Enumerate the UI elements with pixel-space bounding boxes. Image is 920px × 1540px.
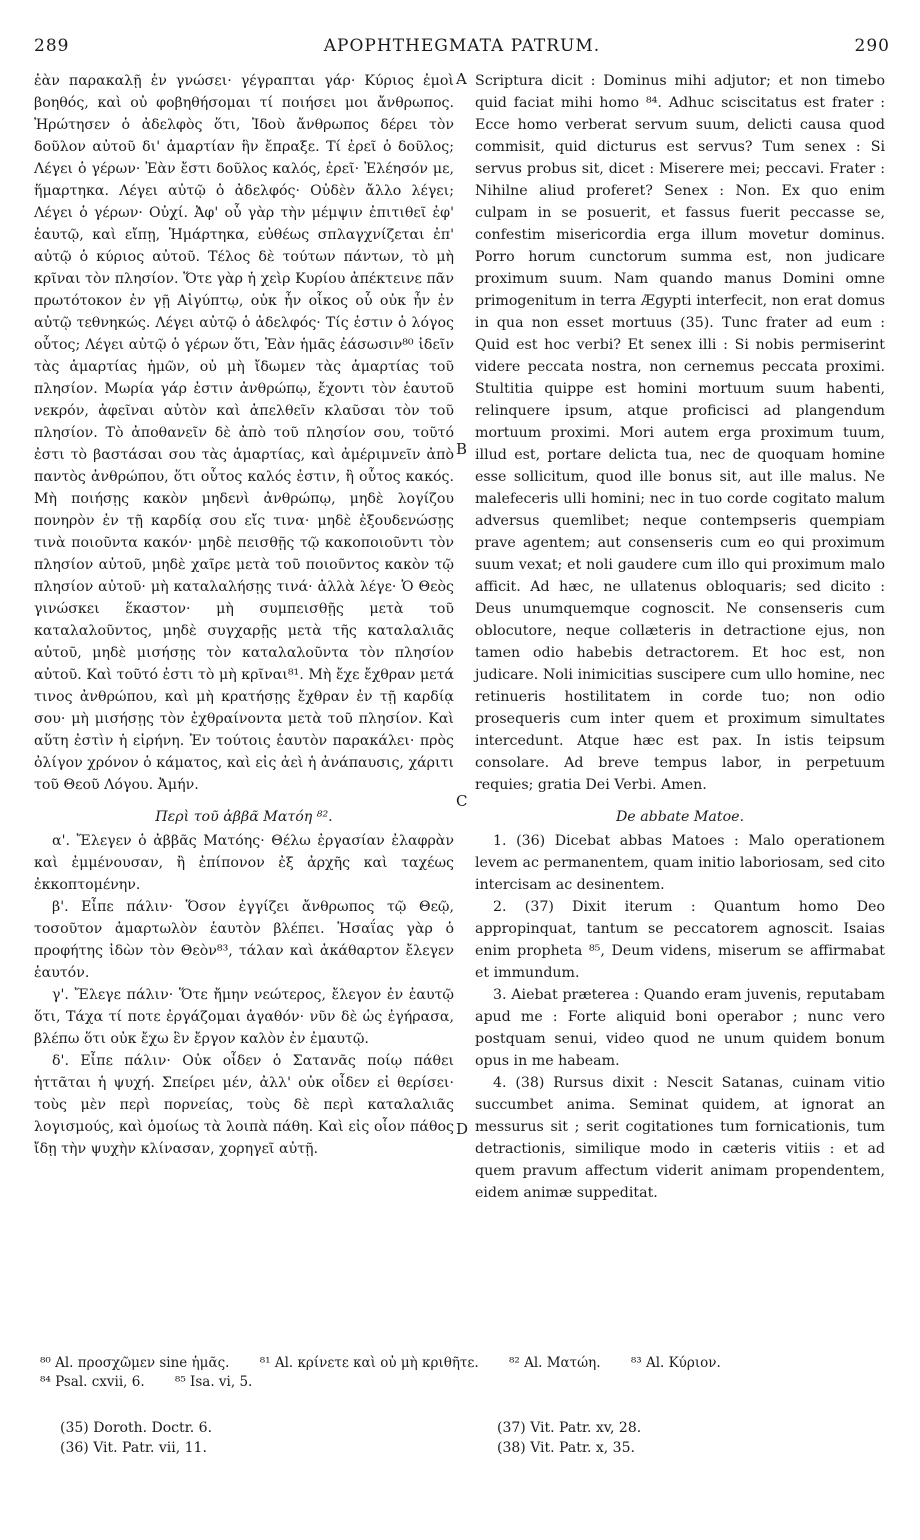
latin-item-1: 1. (36) Dicebat abbas Matoes : Malo operationem levem ac permanentem, quam initio laboriosam, sed cito intercisam ac desinentem. <box>475 833 885 893</box>
latin-column <box>475 70 885 1204</box>
footnote-82: ⁸² Al. Ματώη. <box>508 1355 601 1371</box>
latin-section-title: De abbate Matoe. <box>615 809 745 825</box>
source-references-left <box>60 1418 212 1458</box>
footnote-85: ⁸⁵ Isa. vi, 5. <box>174 1374 253 1390</box>
running-title: APOPHTHEGMATA PATRUM. <box>323 36 601 56</box>
running-header <box>34 36 890 64</box>
footnote-80: ⁸⁰ Al. προσχῶμεν sine ἡμᾶς. <box>40 1355 230 1371</box>
footnotes <box>40 1354 890 1392</box>
reference-36: (36) Vit. Patr. vii, 11. <box>60 1440 207 1456</box>
latin-item-3: 3. Aiebat præterea : Quando eram juvenis, reputabam apud me : Forte aliquid boni operabor ; nunc vero postquam senui, video quod ne unum quidem bonum opus in me habeam. <box>475 987 885 1069</box>
reference-35: (35) Doroth. Doctr. 6. <box>60 1420 213 1436</box>
greek-column <box>34 70 454 1160</box>
source-references-right <box>497 1418 641 1458</box>
greek-paragraph: ἐὰν παρακαλῇ ἐν γνώσει· γέγραπται γάρ· Κύριος ἐμοὶ βοηθός, καὶ οὐ φοβηθήσομαι τί ποιήσει μοι ἄνθρωπος. Ἠρώτησεν ὁ ἀδελφὸς ὅτι, Ἰδοὺ ἄνθρωπος δέρει τὸν δοῦλον αὐτοῦ δι' ἁμαρτίαν ἣν ἔπραξε. Τί ἐρεῖ ὁ δοῦλος; Λέγει ὁ γέρων· Ἐὰν ἔστι δοῦλος καλός, ἐρεῖ· Ἐλέησόν με, ἥμαρτηκα. Λέγει αὐτῷ ὁ ἀδελφός· Οὐδὲν ἄλλο λέγει; Λέγει ὁ γέρων· Οὐχί. Ἀφ' οὗ γὰρ τὴν μέμψιν ἐπιτιθεῖ ἐφ' ἑαυτῷ, καὶ εἴπῃ, Ἡμάρτηκα, εὐθέως σπλαγχνίζεται ἐπ' αὐτῷ ὁ κύριος αὐτοῦ. Τέλος δὲ τούτων πάντων, τὸ μὴ κρῖναι τὸν πλησίον. Ὅτε γὰρ ἡ χεὶρ Κυρίου ἀπέκτεινε πᾶν πρωτότοκον ἐν γῇ Αἰγύπτῳ, οὐκ ἦν οἶκος οὗ οὐκ ἦν ἐν αὐτῷ τεθνηκώς. Λέγει αὐτῷ ὁ ἀδελφός· Τίς ἐστιν ὁ λόγος οὗτος; Λέγει αὐτῷ ὁ γέρων ὅτι, Ἐὰν ἡμᾶς ἐάσωσιν⁸⁰ ἰδεῖν τὰς ἁμαρτίας ἡμῶν, οὐ μὴ ἴδωμεν τὰς ἁμαρτίας τοῦ πλησίον. Μωρία γάρ ἐστιν ἀνθρώπῳ, ἔχοντι τὸν ἑαυτοῦ νεκρόν, ἀφεῖναι αὐτὸν καὶ ἀπελθεῖν κλαῦσαι τὸν τοῦ πλησίον. Τὸ ἀποθανεῖν δὲ ἀπὸ τοῦ πλησίον σου, τοῦτό ἐστι τὸ βαστάσαι σου τὰς ἁμαρτίας, καὶ ἀμέριμνεῖν ἀπὸ παντὸς ἀνθρώπου, ὅτι οὗτος καλός ἐστιν, ἢ οὗτος κακός. Μὴ ποιήσῃς κακὸν μηδενὶ ἀνθρώπῳ, μηδὲ λογίζου πονηρὸν ἐν τῇ καρδίᾳ σου εἴς τινα· μηδὲ ἐξουδενώσῃς τινὰ ποιοῦντα κακόν· μηδὲ πεισθῇς τῷ κακοποιοῦντι τὸν πλησίον αὐτοῦ, μηδὲ χαῖρε μετὰ τοῦ ποιοῦντος κακὸν τῷ πλησίον αὐτοῦ· μὴ καταλαλήσῃς τινά· ἀλλὰ λέγε· Ὁ Θεὸς γινώσκει ἕκαστον· μὴ συμπεισθῇς μετὰ τοῦ καταλαλοῦντος, μηδὲ συγχαρῇς μετὰ τῆς καταλαλιᾶς αὐτοῦ, μηδὲ μισήσῃς τὸν καταλαλοῦντα τὸν πλησίον αὐτοῦ. Καὶ τοῦτό ἐστι τὸ μὴ κρῖναι⁸¹. Μὴ ἔχε ἔχθραν μετά τινος ἀνθρώπου, καὶ μὴ κρατήσῃς ἔχθραν ἐν τῇ καρδίᾳ σου· μὴ μισήσῃς τὸν ἐχθραίνοντα μετὰ τοῦ πλησίον. Καὶ αὕτη ἐστὶν ἡ εἰρήνη. Ἐν τούτοις ἑαυτὸν παρακάλει· πρὸς ὀλίγον χρόνον ὁ κάματος, καὶ εἰς ἀεὶ ἡ ἀνάπαυσις, χάριτι τοῦ Θεοῦ Λόγου. Ἀμήν. <box>34 73 454 793</box>
footnote-81: ⁸¹ Al. κρίνετε καὶ οὐ μὴ κριθῆτε. <box>259 1355 479 1371</box>
reference-37: (37) Vit. Patr. xv, 28. <box>497 1420 642 1436</box>
page-number-right: 290 <box>854 36 890 56</box>
footnote-84: ⁸⁴ Psal. cxvii, 6. <box>40 1374 145 1390</box>
margin-letter-b: B <box>456 440 468 458</box>
footnote-83: ⁸³ Al. Κύριον. <box>630 1355 721 1371</box>
footnote-line-1 <box>40 1354 890 1373</box>
page-number-left: 289 <box>34 36 70 56</box>
margin-letter-c: C <box>456 792 468 810</box>
greek-section-title: Περὶ τοῦ ἀββᾶ Ματόη ⁸². <box>155 809 333 825</box>
reference-38: (38) Vit. Patr. x, 35. <box>497 1440 635 1456</box>
margin-letter-d: D <box>456 1120 469 1138</box>
latin-item-2: 2. (37) Dixit iterum : Quantum homo Deo appropinquat, tantum se peccatorem agnoscit. Isaias enim propheta ⁸⁵, Deum videns, miserum se affirmabat et immundum. <box>475 899 885 981</box>
footnote-line-2 <box>40 1373 890 1392</box>
latin-item-4: 4. (38) Rursus dixit : Nescit Satanas, cuinam vitio succumbet anima. Seminat quidem, at ignorat an messurus sit ; serit cogitationes tum fornicationis, tum detractionis, similique modo in cæteris vitiis : et ad quem pravum affectum viderit animam propendentem, eidem animæ suppeditat. <box>475 1075 885 1201</box>
margin-letter-a: A <box>456 70 467 88</box>
greek-item-1: α'. Ἔλεγεν ὁ ἀββᾶς Ματόης· Θέλω ἐργασίαν ἐλαφρὰν καὶ ἐμμένουσαν, ἢ ἐπίπονον ἐξ ἀρχῆς καὶ ταχέως ἐκκοπτομένην. <box>34 833 454 893</box>
greek-item-2: β'. Εἶπε πάλιν· Ὅσον ἐγγίζει ἄνθρωπος τῷ Θεῷ, τοσοῦτον ἁμαρτωλὸν ἑαυτὸν βλέπει. Ἡσαΐας γὰρ ὁ προφήτης ἰδὼν τὸν Θεὸν⁸³, τάλαν καὶ ἀκάθαρτον ἔλεγεν ἑαυτόν. <box>34 899 454 981</box>
latin-paragraph: Scriptura dicit : Dominus mihi adjutor; et non timebo quid faciat mihi homo ⁸⁴. Adhuc sciscitatus est frater : Ecce homo verberat servum suum, delicti causa quod commisit, quid dicturus est servus? Tum senex : Si servus probus sit, dicet : Miserere mei; peccavi. Frater : Nihilne aliud proferet? Senex : Non. Ex quo enim culpam in se posuerit, et fassus fuerit peccasse se, confestim misericordia erga illum movetur dominus. Porro horum cunctorum summa est, non judicare proximum suum. Nam quando manus Domini omne primogenitum in terra Ægypti interfecit, non erat domus in qua non esset mortuus (35). Tunc frater ad eum : Quid est hoc verbi? Et senex illi : Si nobis permiserint videre peccata nostra, non cernemus peccata proximi. Stultitia quippe est homini mortuum suum habenti, relinquere ipsum, atque proficisci ad plangendum mortuum proximi. Mori autem erga proximum tuum, illud est, portare delicta tua, nec de quoquam homine esse sollicitum, quod ille bonus sit, aut ille malus. Ne malefeceris ulli homini; nec in tuo corde cogitato malum adversus quemlibet; neque contempseris quempiam prave agentem; aut consenseris cum eo qui proximum suum vexat; et noli gaudere cum illo qui proximum malo afficit. Ad hæc, ne ullatenus obloquaris; sed dicito : Deus unumquemque cognoscit. Ne consenseris cum oblocutore, neque collæteris in detractione ejus, non tamen odio habebis detractorem. Et hoc est, non judicare. Noli inimicitias suscipere cum ullo homine, nec retinueris hostilitatem in corde tuo; non odio prosequeris cum inter quem et proximum simultates intercedunt. Atque hæc est pax. In istis teipsum consolare. Ad breve tempus labor, in perpetuum requies; gratia Dei Verbi. Amen. <box>475 73 885 793</box>
greek-item-3: γ'. Ἔλεγε πάλιν· Ὅτε ἤμην νεώτερος, ἔλεγον ἐν ἑαυτῷ ὅτι, Τάχα τί ποτε ἐργάζομαι ἀγαθόν· νῦν δὲ ὡς ἐγήρασα, βλέπω ὅτι οὐκ ἔχω ἓν ἔργον καλὸν ἐν ἐμαυτῷ. <box>34 987 454 1047</box>
greek-item-4: δ'. Εἶπε πάλιν· Οὐκ οἶδεν ὁ Σατανᾶς ποίῳ πάθει ἡττᾶται ἡ ψυχή. Σπείρει μέν, ἀλλ' οὐκ οἶδεν εἰ θερίσει· τοὺς μὲν περὶ πορνείας, τοὺς δὲ περὶ καταλαλιᾶς λογισμούς, καὶ ὁμοίως τὰ λοιπὰ πάθη. Καὶ εἰς οἷον πάθος ἴδῃ τὴν ψυχὴν κλίνασαν, χορηγεῖ αὐτῇ. <box>34 1053 454 1157</box>
